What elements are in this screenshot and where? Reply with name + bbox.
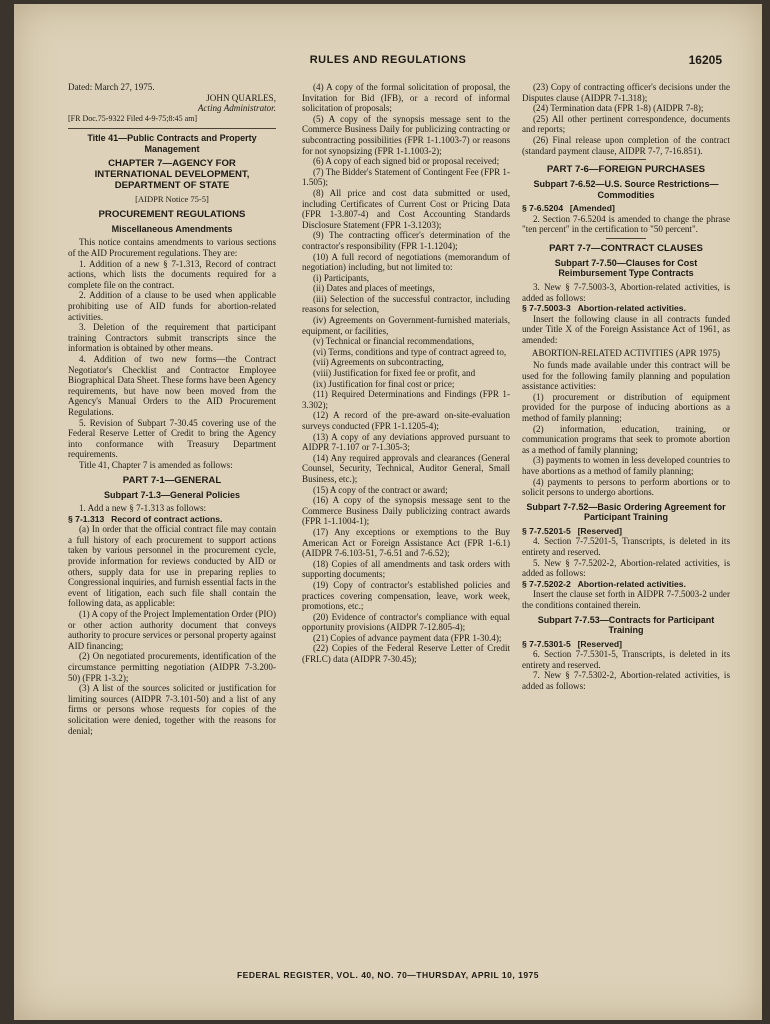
paragraph: 1. Addition of a new § 7-1.313, Record of contract actions, which lists the documents required for a complete file on the contract. bbox=[68, 258, 276, 290]
list-item: (8) All price and cost data submitted or used, including Certificates of Current Cost or Pricing Data (FPR 1-3.807-4) and Cost Accounting Standards Disclosure Statement (FPR 1-3.1203); bbox=[302, 187, 510, 230]
list-item: (5) A copy of the synopsis message sent to the Commerce Business Daily for publicizing contracting or subcontracting possibilities (FPR 1-1.1003-7) or reasons for not synopsizing (FPR 1-1.1003-2); bbox=[302, 113, 510, 156]
list-item: (26) Final release upon completion of the contract (standard payment clause, AIDPR 7-7, 7-16.851). bbox=[522, 134, 730, 156]
sub-item: (vii) Agreements on subcontracting, bbox=[313, 357, 444, 368]
list-item: (22) Copies of the Federal Reserve Letter of Credit (FRLC) data (AIDPR 7-30.45); bbox=[302, 643, 510, 665]
list-item: (11) Required Determinations and Findings (FPR 1-3.302); bbox=[302, 389, 510, 410]
sub-item: (v) Technical or financial recommendations, bbox=[313, 336, 475, 347]
paragraph: No funds made available under this contract will be used for the following family planning and population assistance activities: bbox=[522, 360, 730, 392]
paragraph: 2. Addition of a clause to be used when applicable prohibiting use of AID funds for abortion-related activities. bbox=[68, 290, 276, 322]
part-heading: PART 7-6—FOREIGN PURCHASES bbox=[546, 164, 706, 176]
sub-item: (viii) Justification for fixed fee or profit, and bbox=[313, 368, 476, 379]
chapter-heading: CHAPTER 7—AGENCY FOR INTERNATIONAL DEVELOPMENT, DEPARTMENT OF STATE bbox=[94, 158, 250, 192]
paragraph: 7. New § 7-7.5302-2, Abortion-related activities, is added as follows: bbox=[522, 670, 730, 691]
paragraph: Insert the clause set forth in AIDPR 7-7.5003-2 under the conditions contained therein. bbox=[522, 589, 730, 610]
page-number: 16205 bbox=[688, 53, 722, 67]
divider bbox=[606, 159, 646, 160]
list-item: (7) The Bidder's Statement of Contingent Fee (FPR 1-1.505); bbox=[302, 166, 510, 188]
paragraph: (a) In order that the official contract file may contain a full history of each procurement to support actions taken by various personnel in the procurement cycle, provide information for reviews conducted by AID or others, supply data for use in preparing replies to Congressional inquiries, and furnish essential facts in the event of litigation, each such file shall contain the following data, as applicable: bbox=[68, 524, 276, 609]
section-heading: § 7-1.313 Record of contract actions. bbox=[68, 513, 223, 524]
paragraph: 5. New § 7-7.5202-2, Abortion-related activities, is added as follows: bbox=[522, 557, 730, 579]
paragraph: 6. Section 7-7.5301-5, Transcripts, is deleted in its entirety and reserved. bbox=[522, 649, 730, 670]
column-1 bbox=[68, 82, 276, 736]
column-2 bbox=[302, 82, 510, 665]
list-item: (25) All other pertinent correspondence, documents and reports; bbox=[522, 113, 730, 135]
subpart-heading: Subpart 7-7.50—Clauses for Cost Reimbursement Type Contracts bbox=[554, 257, 698, 279]
list-item: (4) payments to persons to perform abortions or to solicit persons to undergo abortions. bbox=[522, 476, 730, 498]
list-item: (15) A copy of the contract or award; bbox=[313, 484, 448, 495]
subpart-heading: Subpart 7-6.52—U.S. Source Restrictions—Commodities bbox=[533, 179, 719, 200]
list-item: (12) A record of the pre-award on-site-evaluation surveys conducted (FPR 1-1.1205-4); bbox=[302, 410, 510, 431]
list-item: (2) On negotiated procurements, identification of the circumstance permitting negotiation (AIDPR 7-3.200-50) (FPR 1-3.2); bbox=[68, 651, 276, 683]
list-item: (1) procurement or distribution of equipment provided for the purpose of inducing abortions as a method of family planning; bbox=[522, 391, 730, 424]
misc-heading: Miscellaneous Amendments bbox=[111, 223, 233, 234]
paragraph: 2. Section 7-6.5204 is amended to change the phrase "ten percent" in the certification to "50 percent". bbox=[522, 213, 730, 235]
page-header bbox=[14, 54, 762, 74]
sub-item: (ii) Dates and places of meetings, bbox=[313, 283, 435, 294]
list-item: (3) payments to women in less developed countries to have abortions as a method of family planning; bbox=[522, 455, 730, 477]
part-heading: PART 7-7—CONTRACT CLAUSES bbox=[549, 242, 703, 254]
paragraph: 4. Addition of two new forms—the Contract Negotiator's Checklist and Contractor Employee Biographical Data Sheet. These forms have been Agency requirements, but have now been moved from the Agency's Manual Orders to the AID Procurement Regulations. bbox=[68, 354, 276, 417]
list-item: (2) information, education, training, or communication programs that seek to promote abortion as a method of family planning; bbox=[522, 423, 730, 455]
part-heading: PART 7-1—GENERAL bbox=[122, 474, 222, 486]
page-footer: FEDERAL REGISTER, VOL. 40, NO. 70—THURSDAY, APRIL 10, 1975 bbox=[236, 970, 540, 980]
list-item: (23) Copy of contracting officer's decisions under the Disputes clause (AIDPR 7-1.318); bbox=[522, 82, 730, 103]
list-item: (18) Copies of all amendments and task orders with supporting documents; bbox=[302, 558, 510, 580]
document-page bbox=[14, 4, 762, 1020]
paragraph: 3. New § 7-7.5003-3, Abortion-related activities, is added as follows: bbox=[522, 281, 730, 303]
paragraph: Title 41, Chapter 7 is amended as follows: bbox=[79, 459, 233, 470]
paragraph: 1. Add a new § 7-1.313 as follows: bbox=[79, 503, 207, 514]
clause-title: ABORTION-RELATED ACTIVITIES (APR 1975) bbox=[531, 347, 721, 358]
sub-item: (iv) Agreements on Government-furnished materials, equipment, or facilities, bbox=[302, 315, 510, 336]
list-item: (21) Copies of advance payment data (FPR 1-30.4); bbox=[313, 632, 502, 643]
divider bbox=[68, 128, 276, 129]
subpart-heading: Subpart 7-1.3—General Policies bbox=[103, 489, 241, 500]
section-heading: § 7-7.5202-2 Abortion-related activities. bbox=[522, 578, 686, 589]
list-item: (4) A copy of the formal solicitation of proposal, the Invitation for Bid (IFB), or a record of informal solicitation of proposals; bbox=[302, 82, 510, 114]
notice-number: [AIDPR Notice 75-5] bbox=[135, 194, 209, 205]
paragraph: This notice contains amendments to various sections of the AID Procurement regulations. They are: bbox=[68, 237, 276, 259]
list-item: (17) Any exceptions or exemptions to the Buy American Act or Foreign Assistance Act (FPR 1-6.1) (AIDPR 7-6.103-51, 7-6.51 and 7-6.52); bbox=[302, 526, 510, 559]
fr-doc-line: [FR Doc.75-9322 Filed 4-9-75;8:45 am] bbox=[68, 113, 198, 123]
dated-line: Dated: March 27, 1975. bbox=[68, 82, 155, 92]
paragraph: 3. Deletion of the requirement that participant training Contractors submit transcripts since the information is obtained by other means. bbox=[68, 322, 276, 354]
procurement-heading: PROCUREMENT REGULATIONS bbox=[98, 208, 246, 220]
list-item: (13) A copy of any deviations approved pursuant to AIDPR 7-1.107 or 7-1.305-3; bbox=[302, 431, 510, 453]
section-heading: § 7-6.5204 [Amended] bbox=[522, 203, 615, 214]
list-item: (16) A copy of the synopsis message sent to the Commerce Business Daily publicizing contract awards (FPR 1-1.1004-1); bbox=[302, 495, 510, 527]
subpart-heading: Subpart 7-7.53—Contracts for Participant Training bbox=[537, 614, 715, 636]
paragraph: Insert the following clause in all contracts funded under Title X of the Foreign Assistance Act of 1961, as amended: bbox=[522, 313, 730, 345]
section-title: RULES AND REGULATIONS bbox=[309, 54, 467, 66]
title-heading: Title 41—Public Contracts and Property Management bbox=[87, 133, 257, 154]
section-heading: § 7-7.5003-3 Abortion-related activities. bbox=[522, 303, 686, 314]
sub-item: (iii) Selection of the successful contractor, including reasons for selection, bbox=[302, 293, 510, 315]
list-item: (14) Any required approvals and clearances (General Counsel, Security, Technical, Auditor General, Small Business, etc.); bbox=[302, 452, 510, 484]
signature-block bbox=[68, 93, 276, 114]
paragraph: 5. Revision of Subpart 7-30.45 covering use of the Federal Reserve Letter of Credit to bring the Agency into conformance with Treasury Department requirements. bbox=[68, 417, 276, 460]
list-item: (1) A copy of the Project Implementation Order (PIO) or other action authority document that conveys authority to procure services or personal property against AID financing; bbox=[68, 608, 276, 651]
sub-item: (ix) Justification for final cost or price; bbox=[313, 378, 455, 389]
list-item: (24) Termination data (FPR 1-8) (AIDPR 7-8); bbox=[533, 103, 704, 114]
section-heading: § 7-7.5301-5 [Reserved] bbox=[522, 638, 622, 649]
section-heading: § 7-7.5201-5 [Reserved] bbox=[522, 525, 622, 536]
signer-name: JOHN QUARLES, bbox=[206, 92, 276, 103]
list-item: (10) A full record of negotiations (memorandum of negotiation) including, but not limited to: bbox=[302, 251, 510, 273]
subpart-heading: Subpart 7-7.52—Basic Ordering Agreement for Participant Training bbox=[526, 501, 726, 523]
list-item: (3) A list of the sources solicited or justification for limiting sources (AIDPR 7-3.101-50) and a list of any firms or persons whose requests for copies of the solicitation were denied, together with the reasons for denial; bbox=[68, 683, 276, 736]
divider bbox=[606, 238, 646, 239]
list-item: (6) A copy of each signed bid or proposal received; bbox=[313, 156, 500, 167]
sub-item: (i) Participants, bbox=[313, 272, 370, 283]
list-item: (20) Evidence of contractor's compliance with equal opportunity provisions (AIDPR 7-12.805-4); bbox=[302, 611, 510, 633]
signer-title: Acting Administrator. bbox=[197, 103, 276, 114]
column-3 bbox=[522, 82, 730, 692]
paragraph: 4. Section 7-7.5201-5, Transcripts, is deleted in its entirety and reserved. bbox=[522, 536, 730, 557]
list-item: (19) Copy of contractor's established policies and practices covering compensation, leave, work week, promotions, etc.; bbox=[302, 579, 510, 612]
sub-item: (vi) Terms, conditions and type of contract agreed to, bbox=[313, 346, 507, 357]
list-item: (9) The contracting officer's determination of the contractor's responsibility (FPR 1-1.1204); bbox=[302, 230, 510, 251]
